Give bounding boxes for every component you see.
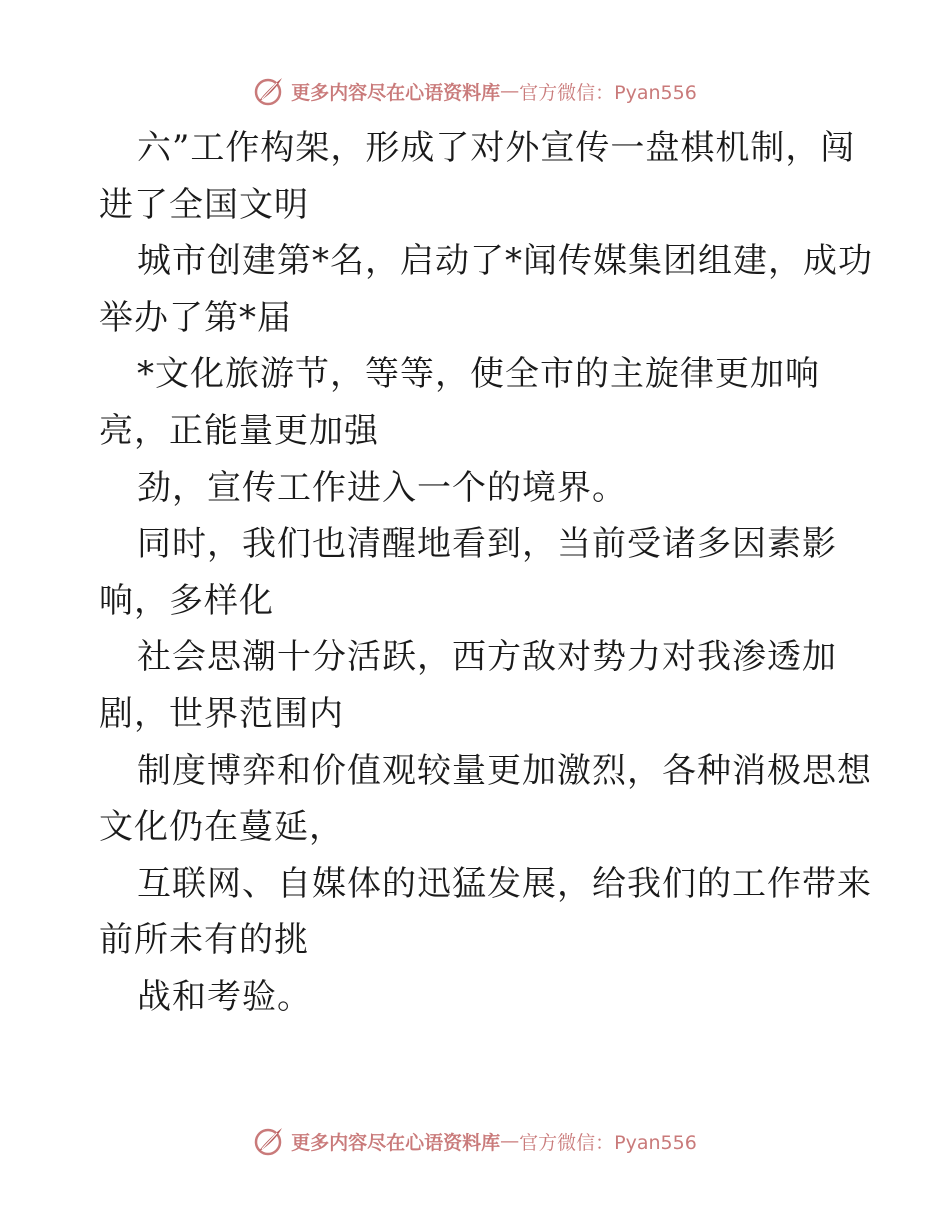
banner-site-text: 更多内容尽在心语资料库 <box>291 81 501 104</box>
text-line: 亮，正能量更加强 <box>99 410 379 451</box>
text-line: 举办了第*届 <box>99 297 292 338</box>
header-banner <box>0 71 950 111</box>
banner-contact-text: 官方微信：Pyan556 <box>519 81 697 104</box>
banner-site-text: 更多内容尽在心语资料库 <box>291 1131 501 1154</box>
text-line: 制度博弈和价值观较量更加激烈，各种消极思想 <box>137 750 872 791</box>
text-line: 劲，宣传工作进入一个的境界。 <box>137 467 627 508</box>
footer-banner <box>0 1121 950 1161</box>
document-body <box>99 120 879 1026</box>
text-line: 互联网、自媒体的迅猛发展，给我们的工作带来 <box>137 863 872 904</box>
text-line: 六”工作构架，形成了对外宣传一盘棋机制，闯 <box>137 128 856 168</box>
text-line: 同时，我们也清醒地看到，当前受诸多因素影 <box>137 524 837 565</box>
text-line: *文化旅游节，等等，使全市的主旋律更加响 <box>137 354 820 395</box>
text-line: 文化仍在蔓延， <box>99 807 344 848</box>
banner-separator: — <box>500 80 520 102</box>
text-line: 社会思潮十分活跃，西方敌对势力对我渗透加 <box>137 637 837 678</box>
banner-separator: — <box>500 1130 520 1152</box>
quill-pen-logo-icon <box>253 1125 285 1157</box>
text-line: 前所未有的挑 <box>99 920 309 961</box>
text-line: 城市创建第*名，启动了*闻传媒集团组建，成功 <box>137 241 873 282</box>
text-line: 响，多样化 <box>99 580 274 621</box>
text-line: 剧，世界范围内 <box>99 693 344 734</box>
text-line: 战和考验。 <box>137 976 312 1017</box>
banner-contact-text: 官方微信：Pyan556 <box>519 1131 697 1154</box>
quill-pen-logo-icon <box>253 75 285 107</box>
text-line: 进了全国文明 <box>99 184 309 225</box>
